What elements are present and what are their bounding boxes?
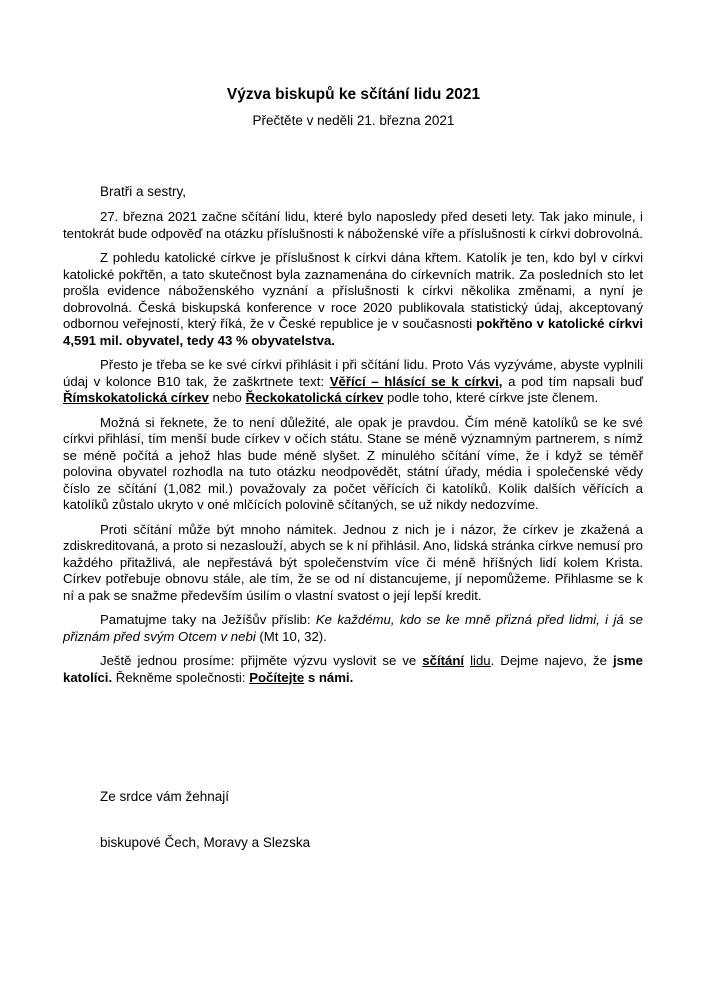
paragraph-2 bbox=[63, 250, 643, 349]
paragraph-3-text-b: a pod tím napsali buď bbox=[502, 373, 644, 389]
paragraph-6 bbox=[63, 612, 643, 645]
baptized-statistic: pokřtěno v katolické církvi 4,591 mil. obyvatel, tedy 43 % obyvatelstva. bbox=[63, 316, 643, 348]
option-believer: Věřící – hlásící se k církvi, bbox=[329, 373, 503, 389]
closing-line: Ze srdce vám žehnají bbox=[100, 789, 230, 804]
paragraph-7-text-a: Ještě jednou prosíme: přijměte výzvu vyslovit se ve bbox=[100, 653, 423, 668]
salutation: Bratři a sestry, bbox=[100, 184, 187, 199]
option-greek-catholic: Řeckokatolická církev bbox=[245, 390, 384, 405]
census-word: sčítání bbox=[422, 653, 465, 668]
paragraph-2-text: Z pohledu katolické církve je příslušnost k církvi dána křtem. Katolík je ten, kdo byl v církvi katolické pokřtěn, a tato skutečnost byla zaznamenána do církevních matrik. Za posledních sto let prošla evidence náboženského vyznání a příslušnosti k církvi několika změnami, a nyní je dobrovolná. Česká biskupská konference v roce 2020 publikovala statistický údaj, akceptovaný odbornou veřejností, který říká, že v České republice je v současnosti bbox=[63, 250, 643, 331]
paragraph-3-text-a: Přesto je třeba se ke své církvi přihlásit i při sčítání lidu. Proto Vás vyzýváme, abyste vyplnili údaj v kolonce B10 tak, že zaškrtnete text: bbox=[63, 357, 643, 389]
option-roman-catholic: Římskokatolická církev bbox=[63, 390, 209, 405]
we-are-catholics: jsme katolíci. bbox=[63, 653, 643, 685]
signature: biskupové Čech, Moravy a Slezska bbox=[100, 835, 311, 850]
page-subtitle: Přečtěte v neděli 21. března 2021 bbox=[252, 113, 455, 128]
paragraph-6-text-a: Pamatujme taky na Ježíšův příslib: bbox=[100, 612, 316, 627]
scripture-reference: (Mt 10, 32). bbox=[255, 628, 327, 644]
page-title: Výzva biskupů ke sčítání lidu 2021 bbox=[226, 86, 481, 103]
paragraph-4: Možná si řeknete, že to není důležité, ale opak je pravdou. Čím méně katolíků se ke své církvi přihlásí, tím menší bude církev v očích státu. Stane se méně významným partnerem, s nímž se méně počítá a jehož hlas bude méně slyšet. Z minulého sčítání víme, že i když se téměř polovina obyvatel rozhodla na tuto otázku neodpovědět, státní úřady, média i společenské vědy číslo ze sčítání (1,082 mil.) považovaly za počet věřících či katolíků. Kolik dalších věřících a katolíků zůstalo ukryto v oné mlčících polovině sčítaných, se už nikdy nedozvíme. bbox=[63, 414, 643, 512]
paragraph-5: Proti sčítání může být mnoho námitek. Jednou z nich je i názor, že církev je zkažená a zdiskreditovaná, a proto si nezaslouží, abych se k ní přihlásil. Ano, lidská stránka církve nemusí pro každého přitažlivá, ale nepřestává být společenstvím více či méně hříšných lidí kolem Krista. Církev potřebuje obnovu stále, ale tím, že se od ní distancujeme, jí nepomůžeme. Přihlasme se k ní a pak se snažme především úsilím o vlastní svatost o její lepší kredit. bbox=[63, 521, 643, 603]
paragraph-3 bbox=[63, 357, 643, 407]
paragraph-7-text-c: Řekněme společnosti: bbox=[112, 669, 250, 685]
paragraph-7-text-b: . Dejme najevo, že bbox=[490, 653, 613, 668]
count-word: Počítejte bbox=[249, 669, 305, 685]
with-us: s námi. bbox=[304, 669, 354, 685]
paragraph-3-text-c: nebo bbox=[208, 390, 246, 405]
scripture-quote: Ke každému, kdo se ke mně přizná před lidmi, i já se přiznám před svým Otcem v nebi bbox=[63, 612, 643, 644]
paragraph-1: 27. března 2021 začne sčítání lidu, které bylo naposledy před deseti lety. Tak jako minule, i tentokrát bude odpověď na otázku příslušnosti k náboženské víře a příslušnosti k církvi dobrovolná. bbox=[63, 209, 643, 241]
letter-body bbox=[63, 209, 643, 686]
paragraph-3-text-d: podle toho, které církve jste členem. bbox=[383, 390, 599, 405]
people-word: lidu bbox=[470, 653, 491, 668]
paragraph-7 bbox=[63, 653, 643, 686]
